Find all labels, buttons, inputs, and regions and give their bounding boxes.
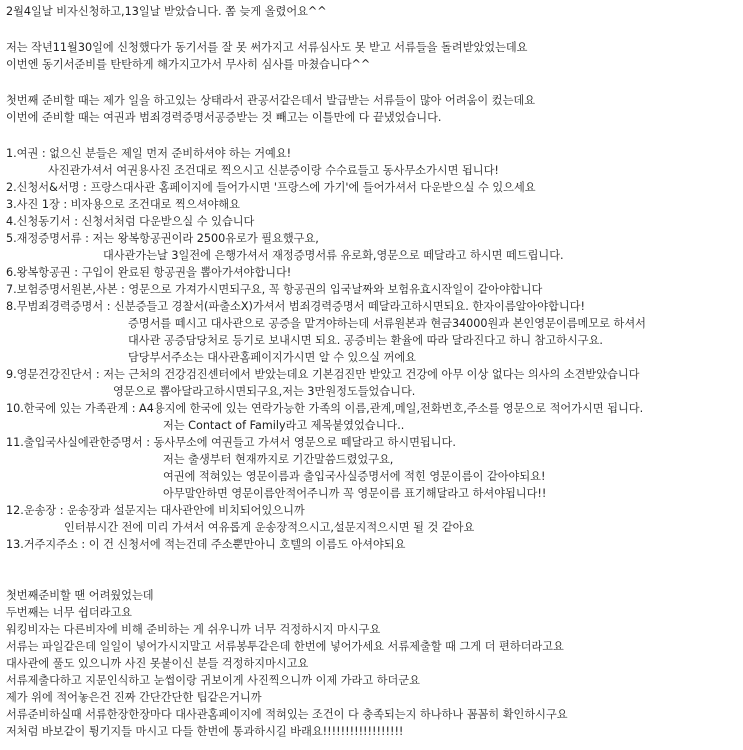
text-line: 첫번째준비할 땐 어려웠었는데 — [6, 589, 154, 602]
text-line: 두번째는 너무 쉽더라고요 — [6, 606, 132, 619]
text-line: 10.한국에 있는 가족관계 : A4용지에 한국에 있는 연락가능한 가족의 이름,관계,메일,전화번호,주소를 영문으로 적어가시면 됩니다. — [6, 402, 644, 415]
text-line: 2월4일날 비자신청하고,13일날 받았습니다. 쫌 늦게 올렸어요^^ — [6, 5, 327, 18]
text-line: 저는 Contact of Family라고 제목붙였었습니다.. — [163, 419, 405, 432]
text-line: 4.신청동기서 : 신청서처럼 다운받으실 수 있습니다 — [6, 215, 255, 228]
text-line: 대사관가는날 3일전에 은행가셔서 재정증명서류 유로화,영문으로 떼달라고 하시면 떼드립니다. — [103, 249, 564, 262]
text-line: 3.사진 1장 : 비자용으로 조건대로 찍으셔야해요 — [6, 198, 240, 211]
text-line: 2.신청서&서명 : 프랑스대사관 홈페이지에 들어가시면 '프랑스에 가기'에 들어가셔서 다운받으실 수 있으세요 — [6, 181, 536, 194]
text-line: 영문으로 뽑아달라고하시면되구요,저는 3만원정도들었습니다. — [113, 385, 416, 398]
text-line: 서류준비하실때 서류한장한장마다 대사관홈페이지에 적혀있는 조건이 다 충족되는지 하나하나 꼼꼼히 확인하시구요 — [6, 708, 568, 721]
text-line: 담당부서주소는 대사관홈페이지가시면 알 수 있으실 꺼에요 — [128, 351, 416, 364]
text-line: 인터뷰시간 전에 미리 가셔서 여유롭게 운송장적으시고,설문지적으시면 될 것 같아요 — [64, 521, 475, 534]
text-line: 11.출입국사실에관한증명서 : 동사무소에 여권들고 가셔서 영문으로 떼달라고 하시면됩니다. — [6, 436, 456, 449]
text-line: 7.보험증명서원본,사본 : 영문으로 가져가시면되구요, 꼭 항공권의 입국날짜와 보험유효시작일이 같아야합니다 — [6, 283, 543, 296]
text-line: 1.여권 : 없으신 분들은 제일 먼저 준비하셔야 하는 거예요! — [6, 147, 292, 160]
text-line: 6.왕복항공권 : 구입이 완료된 항공권을 뽑아가셔야합니다! — [6, 266, 292, 279]
text-line: 13.거주지주소 : 이 건 신청서에 적는건데 주소뿐만아니 호텔의 이름도 아셔야되요 — [6, 538, 406, 551]
text-line: 저처럼 바보같이 튕기지들 마시고 다들 한번에 통과하시길 바래요!!!!!!!!!!!!!!!!!! — [6, 725, 404, 738]
text-line: 서류제출다하고 지문인식하고 눈썹이랑 귀보이게 사진찍으니까 이제 가라고 하더군요 — [6, 674, 420, 687]
text-line: 여권에 적혀있는 영문이름과 출입국사실증명서에 적힌 영문이름이 같아야되요! — [163, 470, 546, 483]
text-line: 저는 작년11월30일에 신청했다가 동기서를 잘 못 써가지고 서류심사도 못 받고 서류들을 돌려받았었는데요 — [6, 41, 528, 54]
text-line: 저는 출생부터 현재까지로 기간말씀드렸었구요, — [163, 453, 394, 466]
text-line: 이번에 준비할 때는 여권과 범죄경력증명서공증받는 것 빼고는 이틀만에 다 끝냈었습니다. — [6, 111, 442, 124]
text-line: 대사관 공증담당처로 등기로 보내시면 되요. 공증비는 환율에 따라 달라진다고 하니 참고하시구요. — [128, 334, 603, 347]
text-line: 대사관에 풀도 있으니까 사진 못붙이신 분들 걱정하지마시고요 — [6, 657, 309, 670]
text-line: 사진관가셔서 여권용사진 조건대로 찍으시고 신분증이랑 수수료들고 동사무소가시면 됩니다! — [48, 164, 499, 177]
text-line: 증명서를 떼시고 대사관으로 공증을 맡겨야하는데 서류원본과 현금34000원과 본인영문이름메모로 하셔서 — [128, 317, 646, 330]
text-line: 첫번째 준비할 때는 제가 일을 하고있는 상태라서 관공서같은데서 발급받는 서류들이 많아 어려움이 컸는데요 — [6, 94, 535, 107]
text-line: 아무말안하면 영문이름안적어주니까 꼭 영문이름 표기해달라고 하셔야됩니다!! — [163, 487, 547, 500]
text-line: 8.무범죄경력증명서 : 신분증들고 경찰서(파출소X)가셔서 범죄경력증명서 떼달라고하시면되요. 한자이름알아야합니다! — [6, 300, 585, 313]
text-line: 제가 위에 적어놓은건 진짜 간단간단한 팁같은거니까 — [6, 691, 262, 704]
text-line: 9.영문건강진단서 : 저는 근처의 건강검진센터에서 받았는데요 기본검진만 받았고 건강에 아무 이상 없다는 의사의 소견받았습니다 — [6, 368, 640, 381]
text-line: 워킹비자는 다른비자에 비해 준비하는 게 쉬우니까 너무 걱정하시지 마시구요 — [6, 623, 381, 636]
text-line: 이번엔 동기서준비를 탄탄하게 해가지고가서 무사히 심사를 마쳤습니다^^ — [6, 58, 371, 71]
text-line: 5.재정증명서류 : 저는 왕복항공권이라 2500유로가 필요했구요, — [6, 232, 319, 245]
text-line: 12.운송장 : 운송장과 설문지는 대사관안에 비치되어있으니까 — [6, 504, 305, 517]
text-line: 서류는 파일같은데 일일이 넣어가시지말고 서류봉투같은데 한번에 넣어가세요 서류제출할 때 그게 더 편하더라고요 — [6, 640, 564, 653]
